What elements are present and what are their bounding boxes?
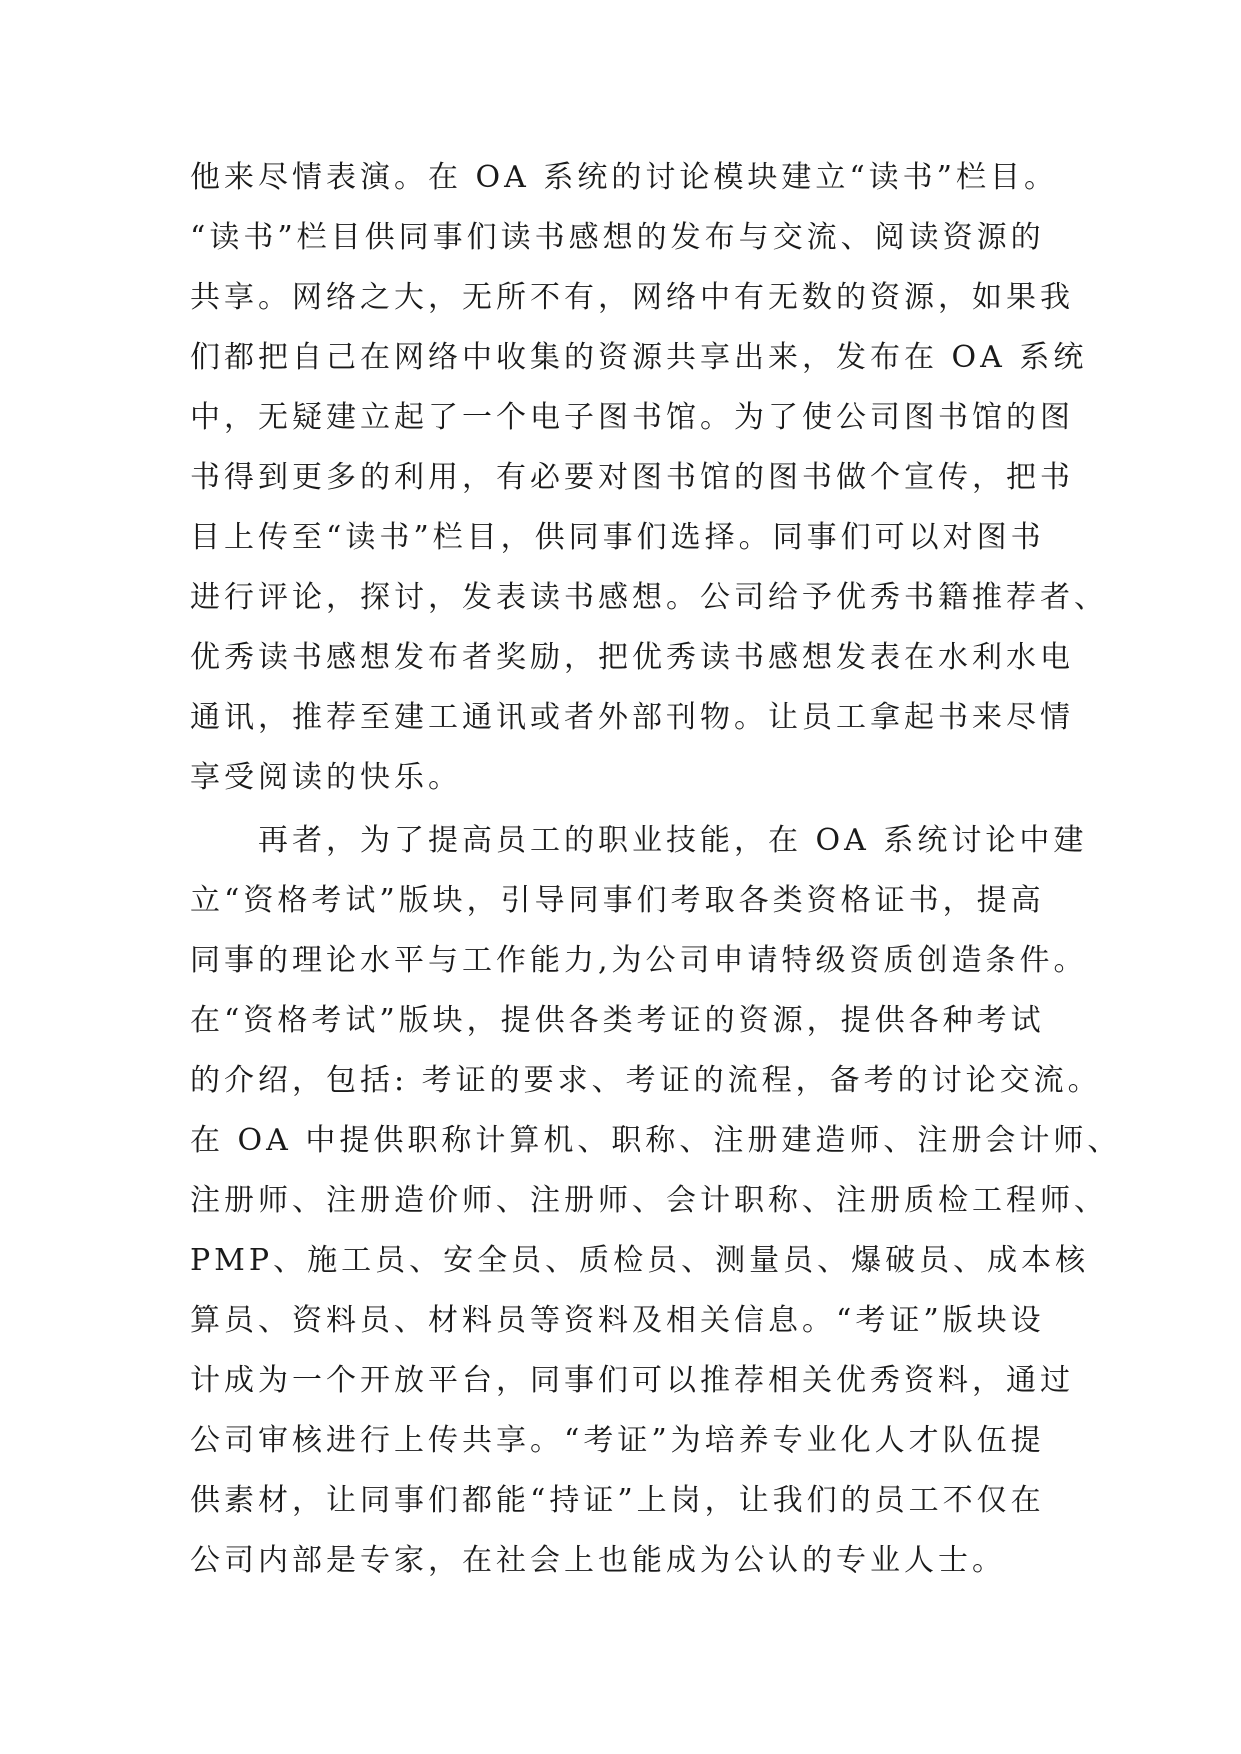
text-line: 立“资格考试”版块，引导同事们考取各类资格证书，提高 bbox=[190, 883, 1045, 918]
text-line: 目上传至“读书”栏目，供同事们选择。同事们可以对图书 bbox=[190, 520, 1045, 555]
text-line: 注册师、注册造价师、注册师、会计职称、注册质检工程师、 bbox=[190, 1183, 1108, 1218]
text-line: 书得到更多的利用，有必要对图书馆的图书做个宣传，把书 bbox=[190, 460, 1074, 495]
text-line: 算员、资料员、材料员等资料及相关信息。“考证”版块设 bbox=[190, 1303, 1045, 1338]
text-line: 们都把自己在网络中收集的资源共享出来，发布在 OA 系统 bbox=[190, 340, 1088, 375]
text-line: 同事的理论水平与工作能力,为公司申请特级资质创造条件。 bbox=[190, 943, 1088, 978]
text-line: 供素材，让同事们都能“持证”上岗，让我们的员工不仅在 bbox=[190, 1483, 1045, 1518]
paragraph-reading-column bbox=[190, 160, 1108, 822]
document-body bbox=[190, 160, 1122, 1605]
text-line: 共享。网络之大，无所不有，网络中有无数的资源，如果我 bbox=[190, 280, 1074, 315]
text-line: 再者，为了提高员工的职业技能，在 OA 系统讨论中建 bbox=[190, 823, 1088, 858]
text-line: 公司内部是专家，在社会上也能成为公认的专业人士。 bbox=[190, 1543, 1006, 1578]
text-line: 进行评论，探讨，发表读书感想。公司给予优秀书籍推荐者、 bbox=[190, 580, 1108, 615]
text-line: 他来尽情表演。在 OA 系统的讨论模块建立“读书”栏目。 bbox=[190, 160, 1059, 195]
paragraph-qualification-exam bbox=[190, 823, 1122, 1605]
text-line: “读书”栏目供同事们读书感想的发布与交流、阅读资源的 bbox=[190, 220, 1045, 255]
text-line: 在 OA 中提供职称计算机、职称、注册建造师、注册会计师、 bbox=[190, 1123, 1122, 1158]
text-line: 在“资格考试”版块，提供各类考证的资源，提供各种考试 bbox=[190, 1003, 1045, 1038]
text-line: 享受阅读的快乐。 bbox=[190, 760, 462, 795]
text-line: 计成为一个开放平台，同事们可以推荐相关优秀资料，通过 bbox=[190, 1363, 1074, 1398]
text-line: PMP、施工员、安全员、质检员、测量员、爆破员、成本核 bbox=[190, 1243, 1090, 1278]
text-line: 中，无疑建立起了一个电子图书馆。为了使公司图书馆的图 bbox=[190, 400, 1074, 435]
text-line: 通讯，推荐至建工通讯或者外部刊物。让员工拿起书来尽情 bbox=[190, 700, 1074, 735]
text-line: 优秀读书感想发布者奖励，把优秀读书感想发表在水利水电 bbox=[190, 640, 1074, 675]
text-line: 公司审核进行上传共享。“考证”为培养专业化人才队伍提 bbox=[190, 1423, 1045, 1458]
text-line: 的介绍，包括: 考证的要求、考证的流程，备考的讨论交流。 bbox=[190, 1063, 1102, 1098]
